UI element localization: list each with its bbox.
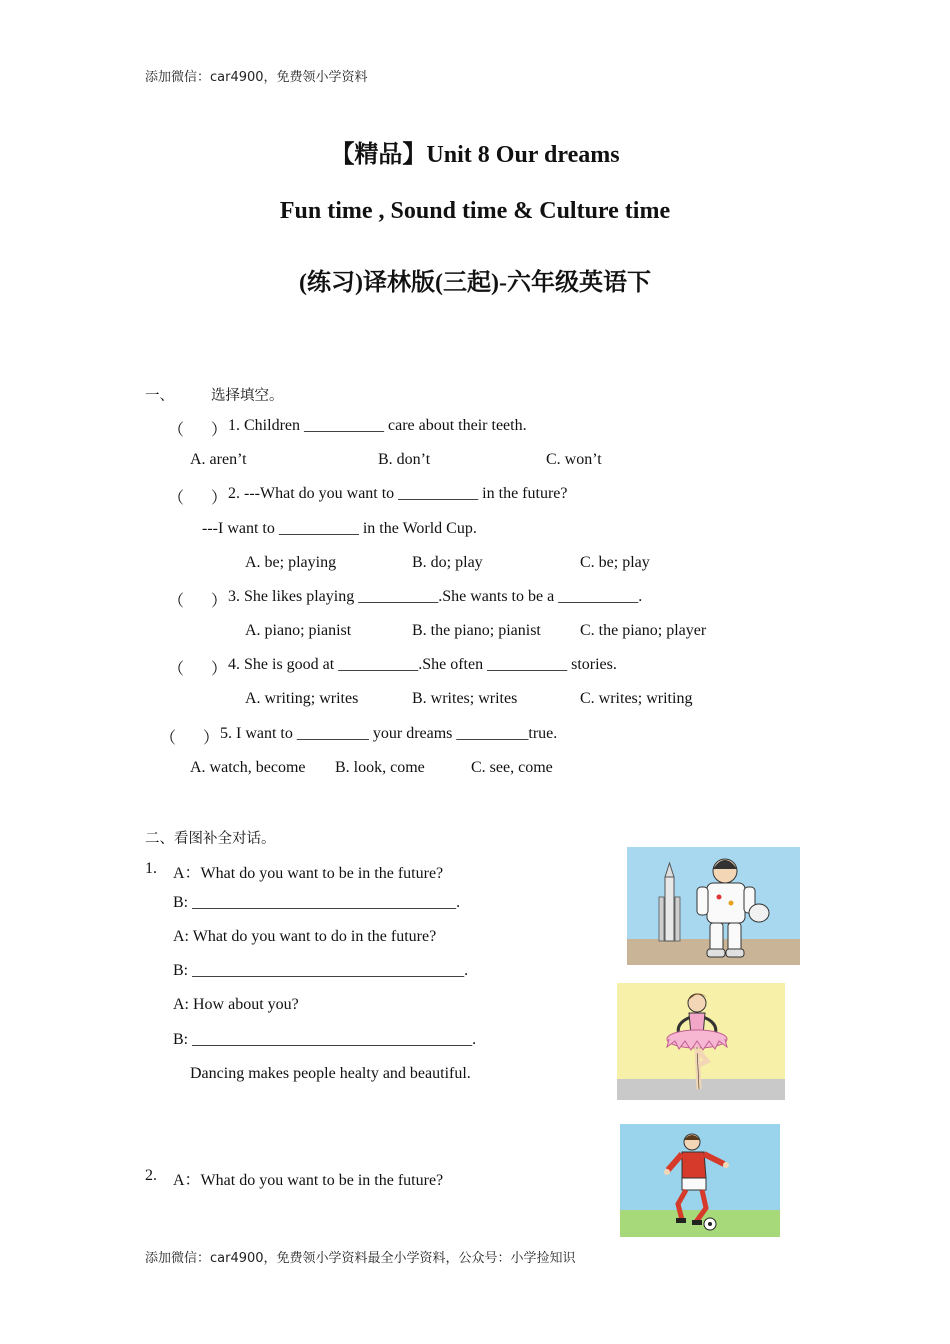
question-1-stem: 1. Children __________ care about their teeth.: [228, 417, 527, 434]
answer-paren-close: ）: [211, 422, 228, 439]
question-4-stem: 4. She is good at __________.She often __________ stories.: [228, 656, 617, 673]
q5-option-a: A. watch, become: [190, 759, 306, 776]
q2-option-a: A. be; playing: [245, 554, 337, 571]
q4-option-a: A. writing; writes: [245, 690, 359, 707]
dialogue-line: B: ___________________________________.: [173, 1031, 477, 1048]
answer-paren-open: （: [168, 593, 185, 610]
q3-option-b: B. the piano; pianist: [412, 622, 541, 639]
answer-paren-open: （: [168, 490, 185, 507]
q3-option-a: A. piano; pianist: [245, 622, 352, 639]
question-2-stem-2: ---I want to __________ in the World Cup.: [202, 520, 477, 537]
q4-option-c: C. writes; writing: [580, 690, 693, 707]
q3-option-c: C. the piano; player: [580, 622, 707, 639]
q5-option-c: C. see, come: [471, 759, 553, 776]
question-2-stem: 2. ---What do you want to __________ in the future?: [228, 485, 568, 502]
answer-paren-close: ）: [211, 593, 228, 610]
doc-subtitle-2: (练习)译林版(三起)-六年级英语下: [299, 270, 651, 296]
answer-paren-close: ）: [211, 490, 228, 507]
q4-option-b: B. writes; writes: [412, 690, 518, 707]
doc-subtitle: Fun time , Sound time & Culture time: [279, 198, 671, 224]
dialogue-note: Dancing makes people healty and beautiful.: [190, 1065, 471, 1082]
question-5-stem: 5. I want to _________ your dreams _________true.: [220, 725, 558, 742]
q2-option-c: C. be; play: [580, 554, 650, 571]
answer-paren-open: （: [168, 422, 185, 439]
section2-heading: 二、看图补全对话。: [145, 831, 276, 847]
item2-number: 2.: [145, 1167, 157, 1184]
dialogue-line: B: __________________________________.: [173, 962, 469, 979]
section1-heading: 选择填空。: [211, 388, 284, 404]
answer-paren-close: ）: [203, 730, 220, 747]
dialogue-line: A: How about you?: [173, 996, 299, 1013]
dialogue-line: A: What do you want to do in the future?: [173, 928, 437, 945]
football-player-picture: [620, 1124, 780, 1237]
doc-title: 【精品】Unit 8 Our dreams: [330, 142, 620, 168]
question-3-stem: 3. She likes playing __________.She wants to be a __________.: [228, 588, 643, 605]
item1-number: 1.: [145, 860, 157, 877]
q2-option-b: B. do; play: [412, 554, 483, 571]
q5-option-b: B. look, come: [335, 759, 425, 776]
answer-paren-open: （: [160, 730, 177, 747]
astronaut-picture: [627, 847, 800, 965]
footer-note: 添加微信：car4900，免费领小学资料最全小学资料，公众号：小学捡知识: [145, 1251, 576, 1266]
section1-number: 一、: [145, 388, 174, 404]
dialogue-line: B: _________________________________.: [173, 894, 461, 911]
q1-option-b: B. don’t: [378, 451, 431, 468]
answer-paren-close: ）: [211, 661, 228, 678]
dialogue-line: A：What do you want to be in the future?: [173, 865, 444, 882]
dancer-picture: [617, 983, 785, 1100]
q1-option-a: A. aren’t: [190, 451, 247, 468]
q1-option-c: C. won’t: [546, 451, 602, 468]
dialogue-line: A：What do you want to be in the future?: [173, 1172, 444, 1189]
header-note: 添加微信：car4900，免费领小学资料: [145, 70, 368, 85]
answer-paren-open: （: [168, 661, 185, 678]
